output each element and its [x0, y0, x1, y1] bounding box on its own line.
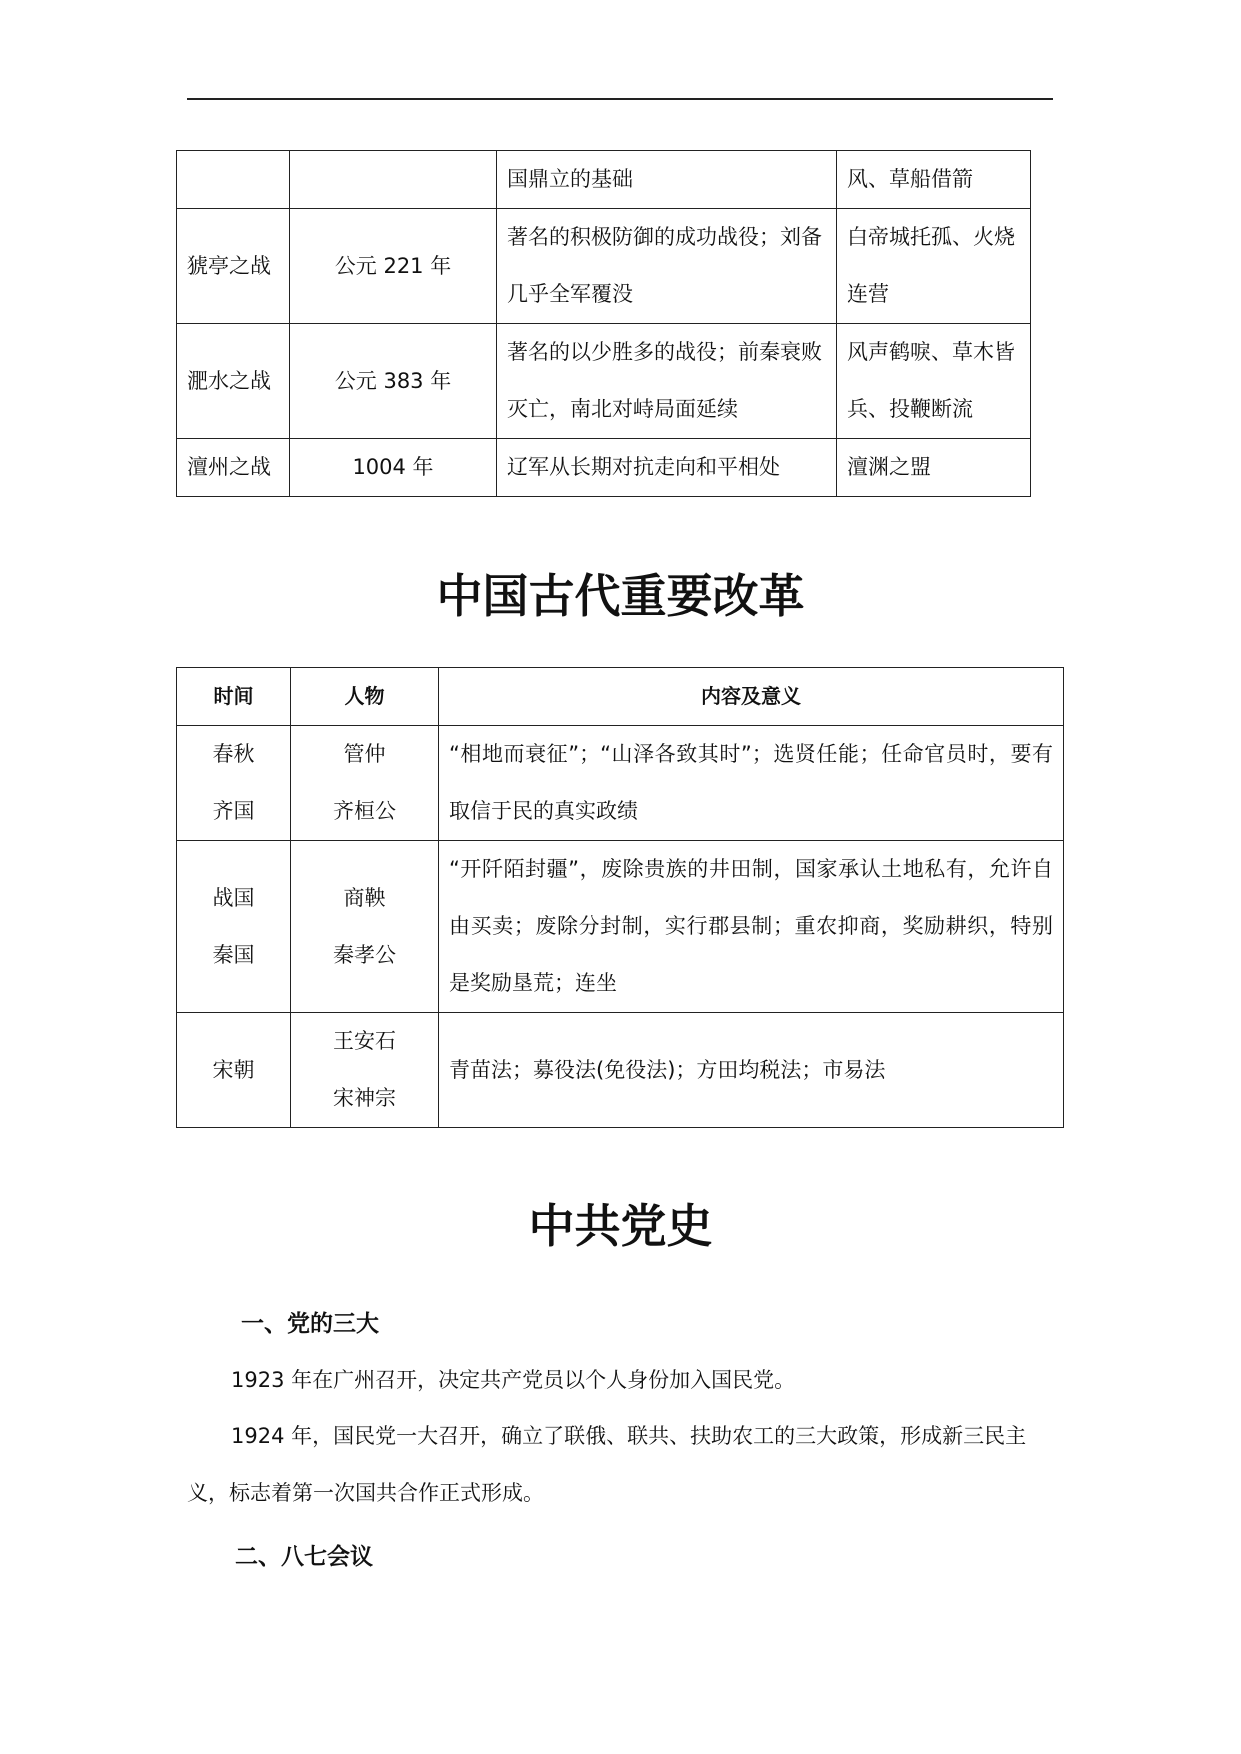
- person-line: 王安石: [333, 1029, 396, 1053]
- header-person: 人物: [291, 668, 439, 726]
- person-line: 齐桓公: [333, 799, 396, 823]
- reform-content-cell: 青苗法；募役法(免役法)；方田均税法；市易法: [439, 1013, 1064, 1128]
- reform-person-cell: [291, 726, 439, 841]
- table-header-row: [177, 668, 1064, 726]
- era-line: 战国: [212, 885, 255, 910]
- battle-idiom-cell: 澶渊之盟: [837, 439, 1031, 497]
- reform-person-cell: [291, 1013, 439, 1128]
- reform-era-cell: [177, 841, 291, 1013]
- table-row: [177, 841, 1064, 1013]
- person-line: 管仲: [343, 742, 386, 766]
- section-heading: 一、党的三大: [241, 1311, 379, 1337]
- reform-content-cell: “开阡陌封疆”，废除贵族的井田制，国家承认土地私有，允许自由买卖；废除分封制，实行郡县制；重农抑商，奖励耕织，特别是奖励垦荒；连坐: [439, 841, 1064, 1013]
- person-line: 商鞅: [343, 885, 386, 910]
- era-line: 宋朝: [212, 1057, 255, 1082]
- person-line: 宋神宗: [333, 1086, 396, 1110]
- section-heading: 二、八七会议: [235, 1544, 373, 1570]
- battles-table: [176, 150, 1031, 497]
- battle-year-cell: [290, 151, 497, 209]
- reform-section-title: 中国古代重要改革: [436, 569, 805, 623]
- battle-name-cell: [177, 151, 290, 209]
- header-time: 时间: [177, 668, 291, 726]
- era-line: 齐国: [212, 799, 255, 823]
- person-line: 秦孝公: [333, 942, 396, 967]
- header-rule: [187, 98, 1053, 100]
- table-row: [177, 1013, 1064, 1128]
- battle-significance-cell: 国鼎立的基础: [497, 151, 837, 209]
- battle-name-cell: 澶州之战: [177, 439, 290, 497]
- battle-year-cell: 公元 383 年: [290, 324, 497, 439]
- table-row: [177, 439, 1031, 497]
- battle-idiom-cell: 风、草船借箭: [837, 151, 1031, 209]
- battle-name-cell: 淝水之战: [177, 324, 290, 439]
- reform-content-cell: “相地而衰征”；“山泽各致其时”；选贤任能；任命官员时，要有取信于民的真实政绩: [439, 726, 1064, 841]
- reforms-table: [176, 667, 1064, 1128]
- reform-person-cell: [291, 841, 439, 1013]
- battle-significance-cell: 辽军从长期对抗走向和平相处: [497, 439, 837, 497]
- table-row: [177, 209, 1031, 324]
- era-line: 秦国: [212, 942, 255, 967]
- party-section-title: 中共党史: [528, 1199, 713, 1253]
- battle-name-cell: 猇亭之战: [177, 209, 290, 324]
- table-row: [177, 324, 1031, 439]
- paragraph: 1924 年，国民党一大召开，确立了联俄、联共、扶助农工的三大政策，形成新三民主义，标志着第一次国共合作正式形成。: [187, 1424, 1027, 1505]
- battle-significance-cell: 著名的以少胜多的战役；前秦衰败灭亡，南北对峙局面延续: [497, 324, 837, 439]
- battle-idiom-cell: 白帝城托孤、火烧连营: [837, 209, 1031, 324]
- table-row: [177, 726, 1064, 841]
- table-row: [177, 151, 1031, 209]
- battle-year-cell: 1004 年: [290, 439, 497, 497]
- reform-era-cell: [177, 726, 291, 841]
- battle-significance-cell: 著名的积极防御的成功战役；刘备几乎全军覆没: [497, 209, 837, 324]
- header-content: 内容及意义: [439, 668, 1064, 726]
- era-line: 春秋: [212, 742, 255, 766]
- battle-year-cell: 公元 221 年: [290, 209, 497, 324]
- paragraph: 1923 年在广州召开，决定共产党员以个人身份加入国民党。: [231, 1368, 796, 1392]
- reform-era-cell: [177, 1013, 291, 1128]
- battle-idiom-cell: 风声鹤唳、草木皆兵、投鞭断流: [837, 324, 1031, 439]
